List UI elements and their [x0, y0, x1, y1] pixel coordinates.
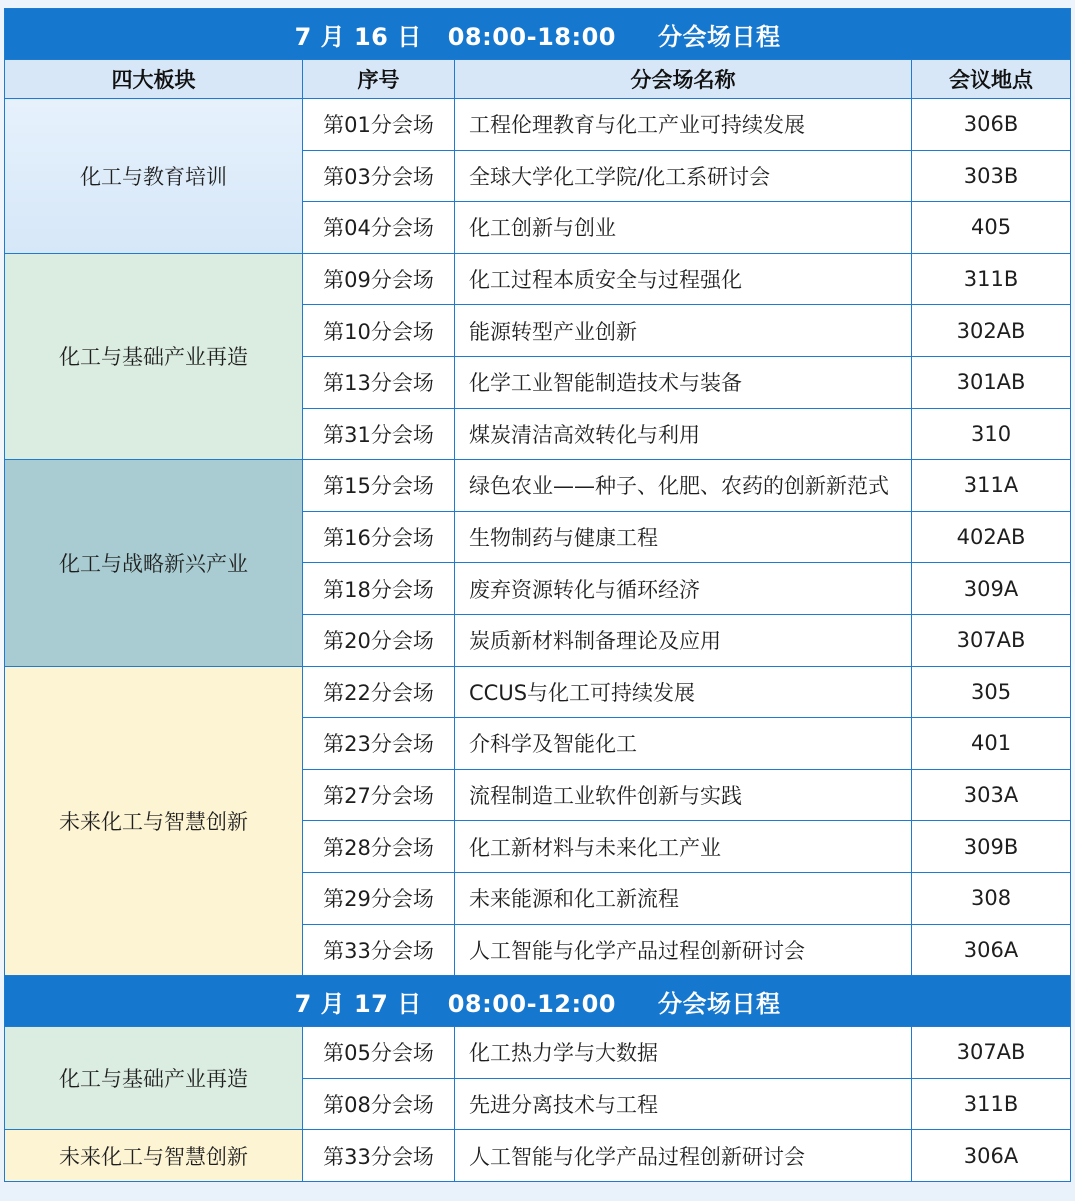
- session-location: 303B: [912, 150, 1071, 202]
- session-name: 化工创新与创业: [455, 202, 912, 254]
- session-index: 第27分会场: [303, 769, 455, 821]
- session-name: 化工新材料与未来化工产业: [455, 821, 912, 873]
- session-location: 308: [912, 872, 1071, 924]
- session-name: CCUS与化工可持续发展: [455, 666, 912, 718]
- session-name: 化学工业智能制造技术与装备: [455, 356, 912, 408]
- header-name: 分会场名称: [455, 60, 912, 99]
- table-row: [5, 99, 1071, 151]
- session-index: 第28分会场: [303, 821, 455, 873]
- day-banner: [5, 976, 1071, 1027]
- session-index: 第05分会场: [303, 1027, 455, 1079]
- session-location: 310: [912, 408, 1071, 460]
- session-name: 人工智能与化学产品过程创新研讨会: [455, 924, 912, 976]
- session-name: 化工过程本质安全与过程强化: [455, 253, 912, 305]
- session-location: 306A: [912, 1130, 1071, 1182]
- session-location: 307AB: [912, 614, 1071, 666]
- session-location: 311B: [912, 253, 1071, 305]
- session-index: 第31分会场: [303, 408, 455, 460]
- session-name: 化工热力学与大数据: [455, 1027, 912, 1079]
- session-index: 第08分会场: [303, 1078, 455, 1130]
- session-name: 全球大学化工学院/化工系研讨会: [455, 150, 912, 202]
- section-cell: 化工与基础产业再造: [5, 253, 303, 459]
- session-location: 309A: [912, 563, 1071, 615]
- session-name: 能源转型产业创新: [455, 305, 912, 357]
- session-location: 305: [912, 666, 1071, 718]
- day-banner: [5, 9, 1071, 60]
- session-index: 第10分会场: [303, 305, 455, 357]
- header-section: 四大板块: [5, 60, 303, 99]
- session-location: 311B: [912, 1078, 1071, 1130]
- session-name: 先进分离技术与工程: [455, 1078, 912, 1130]
- session-index: 第33分会场: [303, 924, 455, 976]
- day-time: 08:00-18:00: [447, 22, 616, 51]
- session-name: 工程伦理教育与化工产业可持续发展: [455, 99, 912, 151]
- day-label: 分会场日程: [657, 22, 781, 51]
- session-index: 第29分会场: [303, 872, 455, 924]
- session-location: 402AB: [912, 511, 1071, 563]
- session-name: 炭质新材料制备理论及应用: [455, 614, 912, 666]
- section-cell: 化工与战略新兴产业: [5, 460, 303, 666]
- day-date: 7 月 16 日: [294, 22, 422, 51]
- day-date: 7 月 17 日: [294, 989, 422, 1018]
- session-name: 生物制药与健康工程: [455, 511, 912, 563]
- table-row: [5, 253, 1071, 305]
- session-index: 第01分会场: [303, 99, 455, 151]
- day-banner-cell: [5, 9, 1071, 60]
- session-name: 人工智能与化学产品过程创新研讨会: [455, 1130, 912, 1182]
- session-name: 介科学及智能化工: [455, 718, 912, 770]
- session-location: 309B: [912, 821, 1071, 873]
- table-row: [5, 1130, 1071, 1182]
- session-index: 第23分会场: [303, 718, 455, 770]
- session-index: 第16分会场: [303, 511, 455, 563]
- session-index: 第20分会场: [303, 614, 455, 666]
- header-location: 会议地点: [912, 60, 1071, 99]
- header-index: 序号: [303, 60, 455, 99]
- section-cell: 化工与教育培训: [5, 99, 303, 254]
- table-row: [5, 460, 1071, 512]
- session-location: 401: [912, 718, 1071, 770]
- session-index: 第15分会场: [303, 460, 455, 512]
- day-time: 08:00-12:00: [447, 989, 616, 1018]
- session-index: 第04分会场: [303, 202, 455, 254]
- table-header: [5, 60, 1071, 99]
- day-banner-cell: [5, 976, 1071, 1027]
- schedule-table: [4, 8, 1071, 1182]
- table-row: [5, 666, 1071, 718]
- session-location: 302AB: [912, 305, 1071, 357]
- session-index: 第09分会场: [303, 253, 455, 305]
- session-name: 绿色农业——种子、化肥、农药的创新新范式: [455, 460, 912, 512]
- session-location: 301AB: [912, 356, 1071, 408]
- table-row: [5, 1027, 1071, 1079]
- day-label: 分会场日程: [657, 989, 781, 1018]
- schedule-container: [4, 8, 1070, 1182]
- session-location: 311A: [912, 460, 1071, 512]
- section-cell: 化工与基础产业再造: [5, 1027, 303, 1130]
- session-name: 未来能源和化工新流程: [455, 872, 912, 924]
- session-index: 第18分会场: [303, 563, 455, 615]
- session-location: 307AB: [912, 1027, 1071, 1079]
- session-name: 废弃资源转化与循环经济: [455, 563, 912, 615]
- section-cell: 未来化工与智慧创新: [5, 666, 303, 976]
- session-index: 第03分会场: [303, 150, 455, 202]
- session-location: 306A: [912, 924, 1071, 976]
- session-location: 405: [912, 202, 1071, 254]
- section-cell: 未来化工与智慧创新: [5, 1130, 303, 1182]
- session-location: 303A: [912, 769, 1071, 821]
- session-index: 第22分会场: [303, 666, 455, 718]
- session-location: 306B: [912, 99, 1071, 151]
- session-name: 流程制造工业软件创新与实践: [455, 769, 912, 821]
- session-index: 第13分会场: [303, 356, 455, 408]
- session-index: 第33分会场: [303, 1130, 455, 1182]
- session-name: 煤炭清洁高效转化与利用: [455, 408, 912, 460]
